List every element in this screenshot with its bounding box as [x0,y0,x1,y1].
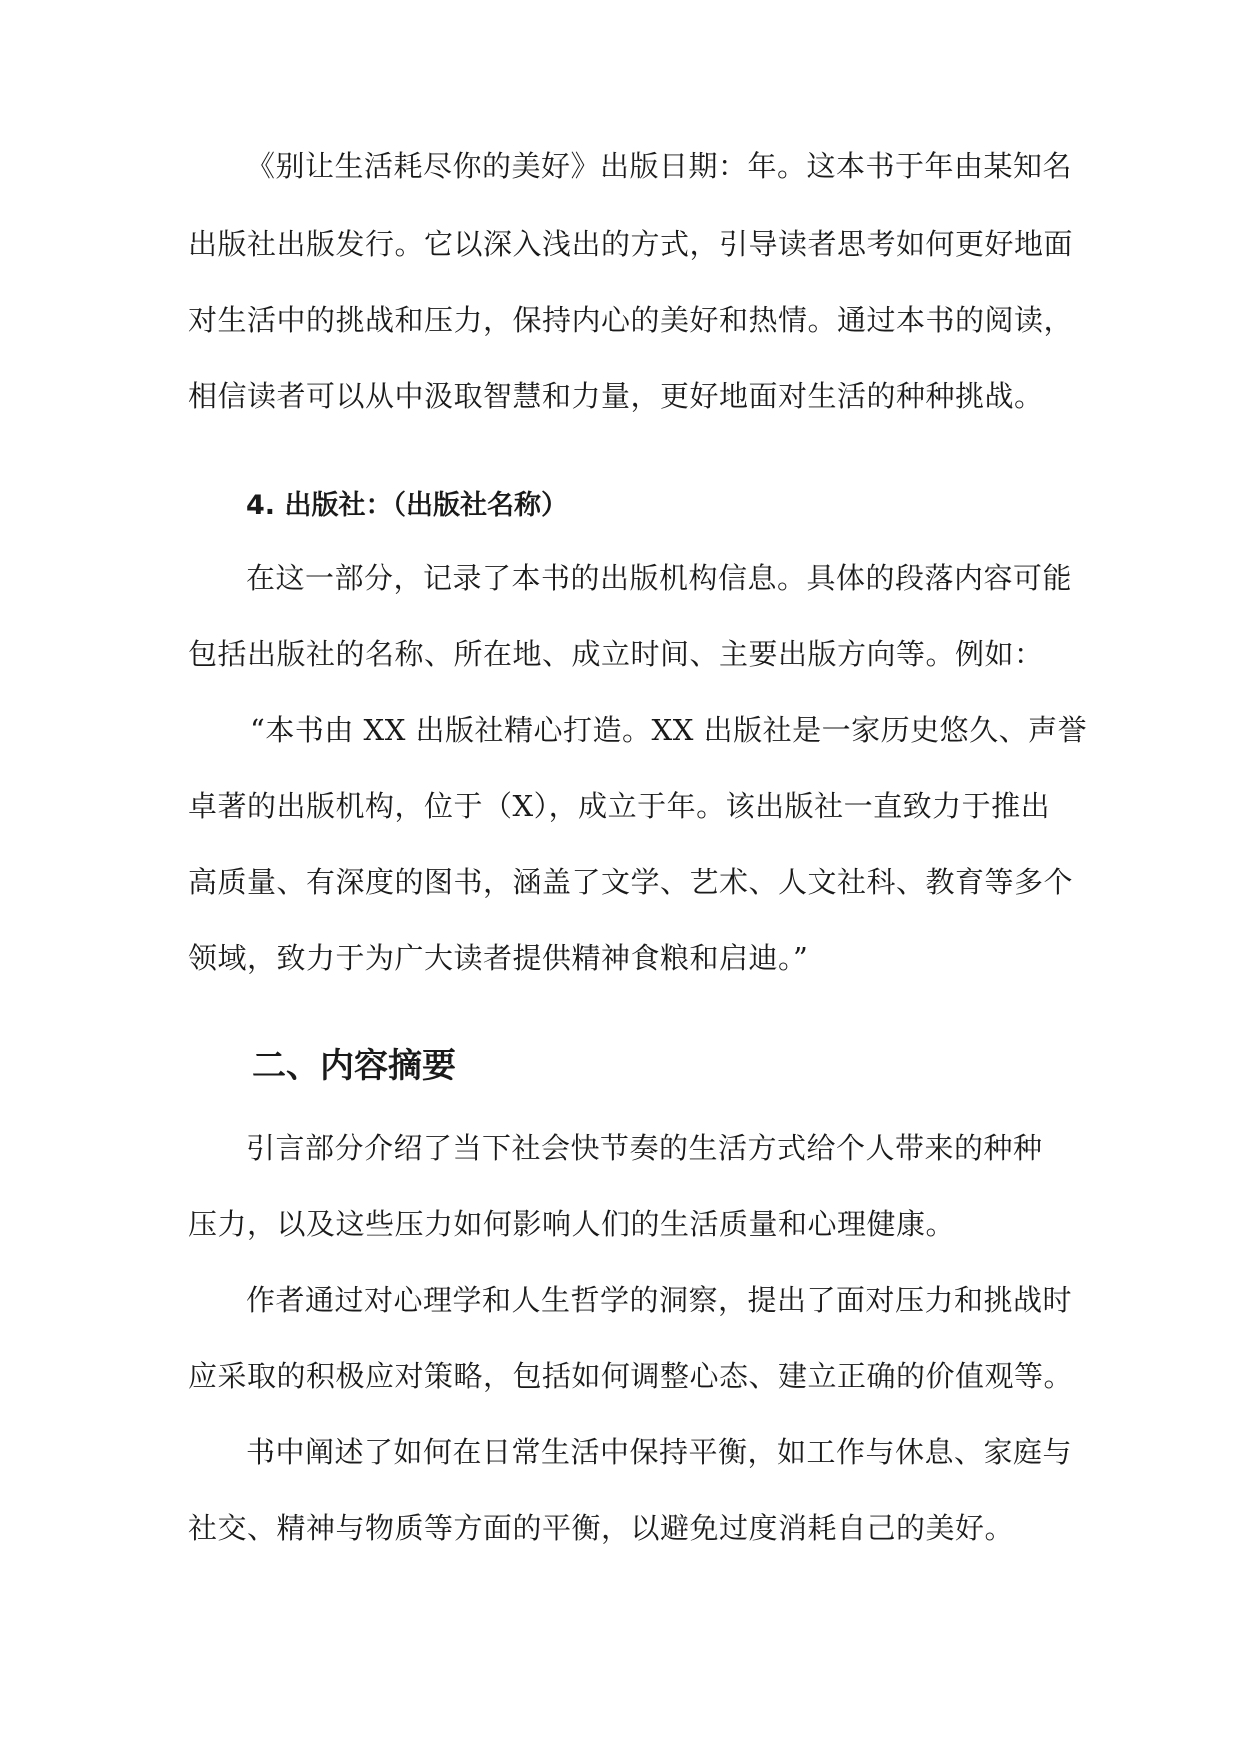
summary-paragraph-line: 作者通过对心理学和人生哲学的洞察，提出了面对压力和挑战时 [246,1283,1073,1317]
intro-paragraph-line: 对生活中的挑战和压力，保持内心的美好和热情。通过本书的阅读， [188,303,1074,337]
section-heading-publisher: 4. 出版社：（出版社名称） [246,490,568,521]
summary-paragraph-line: 书中阐述了如何在日常生活中保持平衡，如工作与休息、家庭与 [246,1435,1073,1469]
publisher-paragraph-line: 包括出版社的名称、所在地、成立时间、主要出版方向等。例如： [188,637,1044,671]
publisher-quote-line: 卓著的出版机构，位于（X），成立于年。该出版社一直致力于推出 [188,789,1051,823]
publisher-quote-line: “本书由 XX 出版社精心打造。XX 出版社是一家历史悠久、声誉 [250,713,1088,747]
summary-paragraph-line: 引言部分介绍了当下社会快节奏的生活方式给个人带来的种种 [246,1131,1043,1165]
publisher-paragraph-line: 在这一部分，记录了本书的出版机构信息。具体的段落内容可能 [246,561,1073,595]
publisher-quote-line: 领域，致力于为广大读者提供精神食粮和启迪。” [188,941,809,975]
section-heading-summary: 二、内容摘要 [252,1046,456,1086]
summary-paragraph-line: 应采取的积极应对策略，包括如何调整心态、建立正确的价值观等。 [188,1359,1074,1393]
intro-paragraph-line: 出版社出版发行。它以深入浅出的方式，引导读者思考如何更好地面 [188,227,1074,261]
summary-paragraph-line: 社交、精神与物质等方面的平衡，以避免过度消耗自己的美好。 [188,1511,1015,1545]
publisher-quote-line: 高质量、有深度的图书，涵盖了文学、艺术、人文社科、教育等多个 [188,865,1074,899]
intro-paragraph-line: 《别让生活耗尽你的美好》出版日期：年。这本书于年由某知名 [246,149,1073,183]
intro-paragraph-line: 相信读者可以从中汲取智慧和力量，更好地面对生活的种种挑战。 [188,379,1044,413]
summary-paragraph-line: 压力，以及这些压力如何影响人们的生活质量和心理健康。 [188,1207,956,1241]
